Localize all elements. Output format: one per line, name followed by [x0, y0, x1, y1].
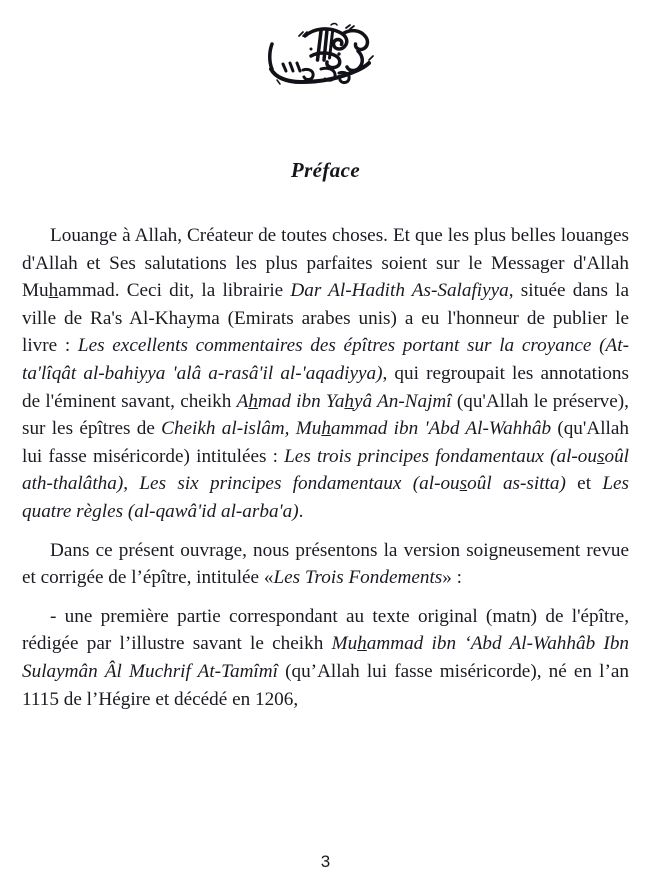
scholar-name-wahhab: Cheikh al-islâm, Muhammad ibn 'Abd Al-Wahhâb	[161, 418, 552, 440]
translit-mark-h: h	[48, 280, 59, 302]
text-run: - une première partie correspondant au texte original (matn) de l'épître, rédigée par l’illustre savant le cheikh	[22, 605, 629, 655]
scholar-name-najmi: Ahmad ibn Yahyâ An-Najmî	[236, 390, 452, 412]
text-run: ammad. Ceci dit, la librairie	[58, 280, 291, 302]
text-run: » :	[442, 567, 462, 589]
paragraph-3	[22, 603, 629, 713]
body-text-column	[22, 222, 629, 713]
translit-mark-s: s	[459, 473, 468, 495]
translit-mark-h: h	[321, 418, 331, 440]
translit-mark-h: h	[357, 633, 367, 655]
translit-mark-s: s	[597, 445, 605, 467]
text-run: ,	[123, 473, 140, 495]
text-run: , qui regroupait les annotations de l'éminent savant, cheikh	[22, 362, 629, 412]
text-run: (qu'Allah le préserve), sur les épîtres de	[22, 390, 629, 440]
text-run: et	[565, 473, 603, 495]
page-title: Préface	[290, 158, 361, 182]
translit-mark-h: h	[248, 390, 258, 412]
book-publisher-name: Dar Al-Hadith As-Salafiyya	[290, 280, 509, 302]
text-run: Louange à Allah, Créateur de toutes choses. Et que les plus belles louanges d'Allah et Ses salutations les plus parfaites soient sur le Messager d'Allah Mu	[22, 225, 629, 302]
translit-mark-h: h	[344, 390, 355, 412]
text-run: .	[298, 500, 304, 522]
epistle-title: Les Trois Fondements	[273, 567, 443, 589]
book-title-3: Les six principes fondamentaux (al-ousoûl as-sitta)	[139, 473, 566, 495]
basmala-calligraphy	[0, 16, 651, 98]
text-run: (qu’Allah lui fasse miséricorde), né en l’an 1115 de l’Hégire et décédé en 1206,	[22, 660, 629, 710]
text-run: (qu'Allah lui fasse miséricorde) intitulées :	[22, 418, 629, 467]
page-number: 3	[320, 852, 331, 871]
author-full-name: Muhammad ibn ‘Abd Al-Wahhâb Ibn Sulaymân Âl Muchrif At-Tamîmî	[22, 633, 630, 682]
basmala-icon	[251, 21, 401, 93]
paragraph-1	[22, 222, 629, 526]
book-title-1: Les excellents commentaires des épîtres portant sur la croyance (At-ta'lîqât al-bahiyya 'alâ a-rasâ'il al-'aqadiyya)	[22, 335, 629, 384]
paragraph-2	[22, 537, 629, 592]
book-title-4: Les quatre règles (al-qawâ'id al-arba'a)	[22, 473, 629, 522]
text-run: , située dans la ville de Ra's Al-Khayma (Emirats arabes unis) a eu l'honneur de publier le livre :	[22, 280, 629, 357]
text-run: Dans ce présent ouvrage, nous présentons la version soigneusement revue et corrigée de l’épître, intitulée «	[22, 539, 629, 589]
book-title-2: Les trois principes fondamentaux (al-ousoûl ath-thalâtha)	[22, 445, 629, 495]
